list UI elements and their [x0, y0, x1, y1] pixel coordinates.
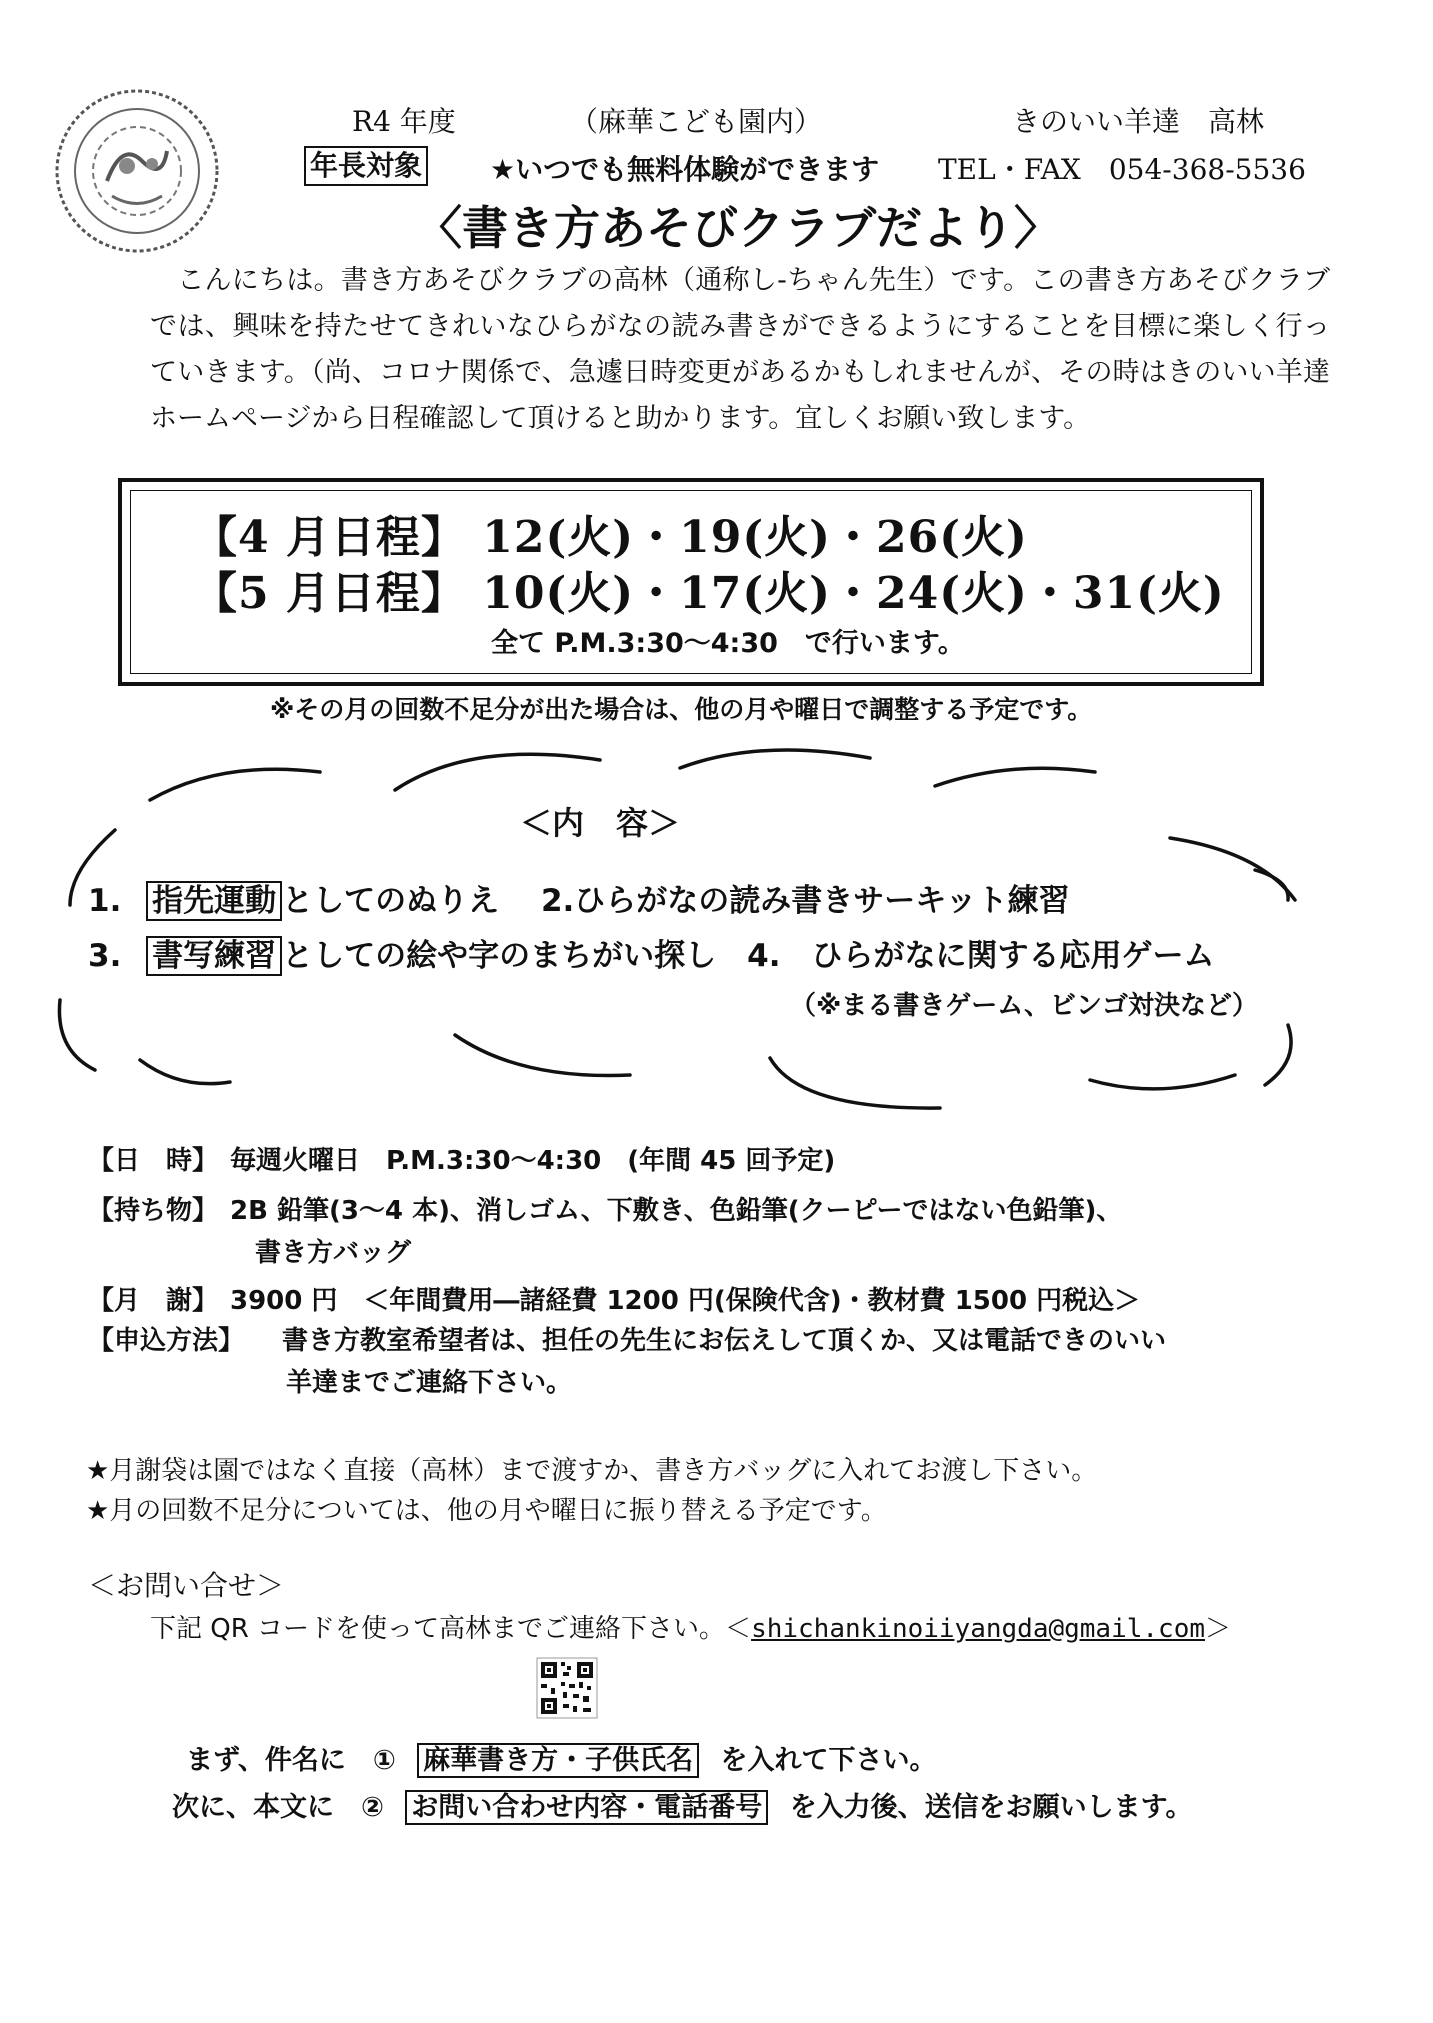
date-label: 【日 時】 [88, 1146, 219, 1176]
free-trial-note: ★いつでも無料体験ができます [490, 153, 880, 186]
content-item-3 [88, 930, 1215, 975]
step-1 [186, 1738, 937, 1777]
step-1-after: を入れて下さい。 [720, 1745, 937, 1776]
items-value-cont: 書き方バッグ [255, 1238, 412, 1268]
content-item-1 [88, 875, 1070, 920]
contact-line [150, 1608, 1231, 1645]
schedule-adjust-note: ※その月の回数不足分が出た場合は、他の月や曜日で調整する予定です。 [270, 695, 1093, 724]
intro-paragraph: こんにちは。書き方あそびクラブの高林（通称し-ちゃん先生）です。この書き方あそびクラブでは、興味を持たせてきれいなひらがなの読み書きができるようにすることを目標に楽しく行っていきます。（尚、コロナ関係で、急遽日時変更があるかもしれませんが、その時はきのいい羊達ホームページから日程確認して頂けると助かります。宜しくお願い致します。 [150, 265, 1330, 434]
club-stamp-logo [52, 86, 222, 256]
contact-email-link[interactable]: shichankinoiiyangda@gmail.com [751, 1614, 1206, 1644]
schedule-box [118, 478, 1264, 686]
tel-fax: TEL・FAX 054-368-5536 [938, 153, 1306, 186]
step-2-body: お問い合わせ内容・電話番号 [405, 1790, 768, 1825]
april-schedule: 【4 月日程】 12(火)・19(火)・26(火) [193, 512, 1028, 563]
content-sub-note: （※まる書きゲーム、ビンゴ対決など） [790, 991, 1259, 1021]
schedule-time: 全て P.M.3:30～4:30 で行います。 [491, 628, 965, 659]
step-2 [172, 1785, 1193, 1824]
contact-heading: ＜お問い合せ＞ [88, 1569, 285, 1602]
content-item-3-number: 3. [88, 938, 122, 974]
items-value: 2B 鉛筆(3～4 本)、消しゴム、下敷き、色鉛筆(クーピーではない色鉛筆)、 [230, 1196, 1123, 1226]
organization-name: きのいい羊達 高林 [1012, 105, 1265, 138]
fee-label: 【月 謝】 [88, 1286, 219, 1316]
items-label: 【持ち物】 [88, 1196, 219, 1226]
content-item-3-keyword: 書写練習 [146, 936, 282, 976]
note-makeup-lessons: ★月の回数不足分については、他の月や曜日に振り替える予定です。 [86, 1496, 887, 1526]
location-note: （麻華こども園内） [570, 105, 823, 138]
note-fee-envelope: ★月謝袋は園ではなく直接（高林）まで渡すか、書き方バッグに入れてお渡し下さい。 [86, 1456, 1098, 1486]
date-value: 毎週火曜日 P.M.3:30～4:30 (年間 45 回予定) [230, 1146, 836, 1176]
content-item-1-text: としてのぬりえ 2.ひらがなの読み書きサーキット練習 [282, 883, 1070, 919]
content-item-3-text: としての絵や字のまちがい探し 4. ひらがなに関する応用ゲーム [282, 938, 1215, 974]
content-item-1-keyword: 指先運動 [146, 881, 282, 921]
content-item-1-number: 1. [88, 883, 122, 919]
content-heading: ＜内 容＞ [520, 804, 681, 842]
step-2-after: を入力後、送信をお願いします。 [789, 1792, 1193, 1823]
fee-value: 3900 円 ＜年間費用―諸経費 1200 円(保険代含)・教材費 1500 円税込＞ [230, 1286, 1141, 1316]
contact-line-text: 下記 QR コードを使って高林までご連絡下さい。＜ [150, 1614, 752, 1644]
step-1-text: まず、件名に ① [186, 1745, 396, 1776]
apply-value: 書き方教室希望者は、担任の先生にお伝えして頂くか、又は電話できのいい [282, 1326, 1167, 1356]
may-schedule: 【5 月日程】 10(火)・17(火)・24(火)・31(火) [193, 568, 1225, 619]
qr-code-icon[interactable] [527, 1648, 607, 1728]
apply-label: 【申込方法】 [88, 1326, 245, 1356]
target-badge: 年長対象 [304, 146, 428, 186]
step-1-subject: 麻華書き方・子供氏名 [417, 1743, 699, 1778]
step-2-text: 次に、本文に ② [172, 1792, 384, 1823]
apply-value-cont: 羊達までご連絡下さい。 [286, 1368, 573, 1398]
fiscal-year: R4 年度 [352, 105, 456, 138]
page-title: 〈書き方あそびクラブだより〉 [416, 201, 1060, 255]
contact-line-close: ＞ [1205, 1614, 1232, 1644]
